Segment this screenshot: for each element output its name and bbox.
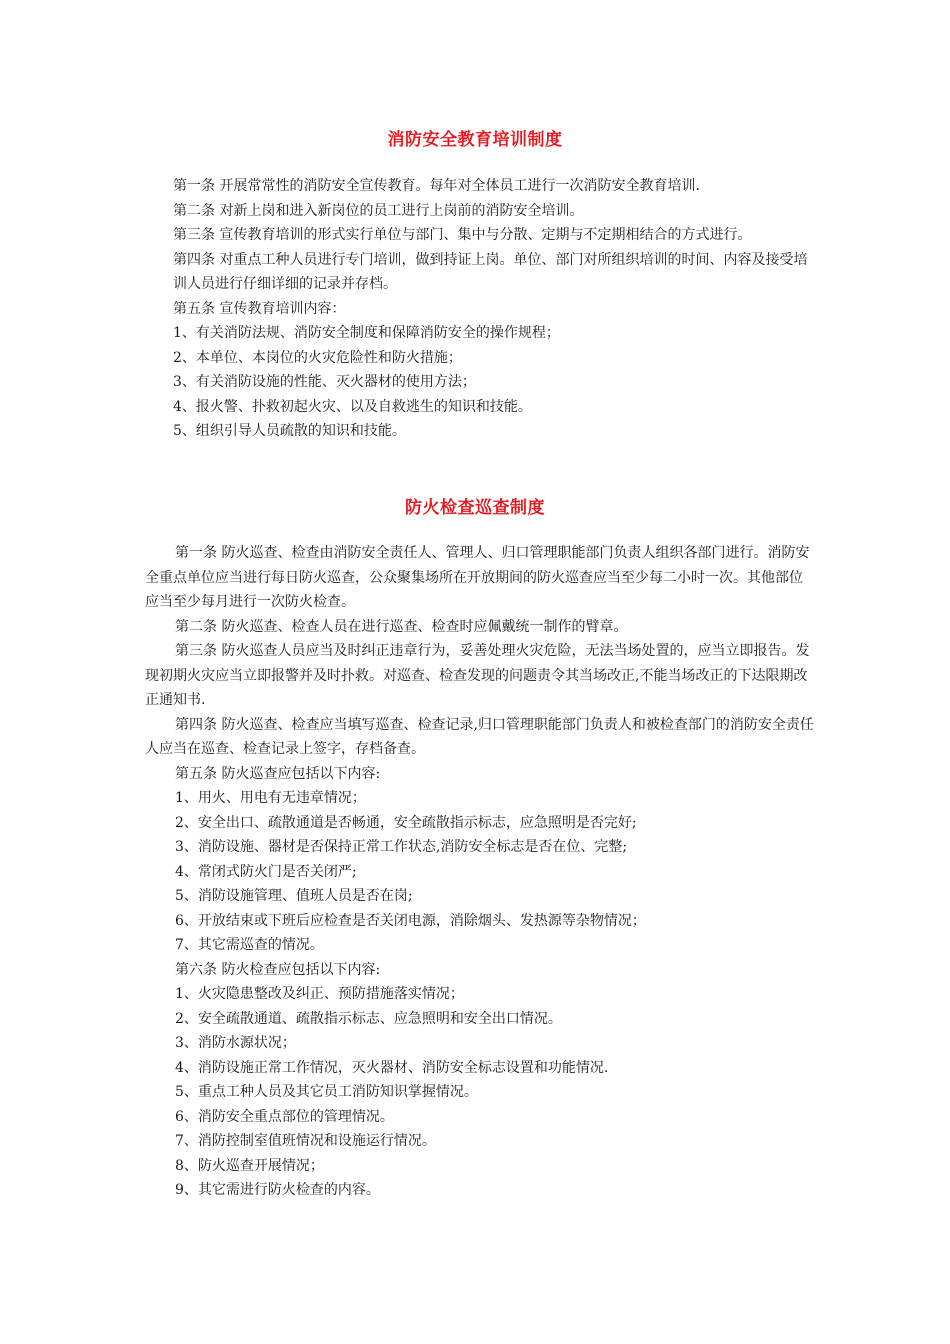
section2-body [145, 541, 815, 1203]
section2-article-2: 第二条 防火巡查、检查人员在进行巡查、检查时应佩戴统一制作的臂章。 [175, 618, 628, 635]
section2-article-1: 第一条 防火巡查、检查由消防安全责任人、管理人、归口管理职能部门负责人组织各部门进行。消防安全重点单位应当进行每日防火巡查，公众聚集场所在开放期间的防火巡查应当至少每二小时一次。其他部位应当至少每月进行一次防火检查。 [145, 545, 810, 610]
section2-article-5: 第五条 防火巡查应包括以下内容: [175, 765, 381, 782]
section2-inspect-item-6: 6、消防安全重点部位的管理情况。 [175, 1108, 394, 1125]
section1-article-4: 第四条 对重点工种人员进行专门培训，做到持证上岗。单位、部门对所组织培训的时间、内容及接受培训人员进行仔细详细的记录并存档。 [173, 251, 808, 292]
section2-inspect-item-9: 9、其它需进行防火检查的内容。 [175, 1182, 380, 1198]
section2-title: 防火检查巡查制度 [405, 498, 545, 518]
section1-body [173, 174, 813, 444]
section2-patrol-item-7: 7、其它需巡查的情况。 [175, 937, 324, 953]
section2-article-4: 第四条 防火巡查、检查应当填写巡查、检查记录,归口管理职能部门负责人和被检查部门的消防安全责任人应当在巡查、检查记录上签字，存档备查。 [145, 716, 814, 757]
section2-inspect-item-7: 7、消防控制室值班情况和设施运行情况。 [175, 1133, 436, 1149]
section1-article-2: 第二条 对新上岗和进入新岗位的员工进行上岗前的消防安全培训。 [173, 202, 584, 219]
section1-list-item-3: 3、有关消防设施的性能、灭火器材的使用方法； [173, 374, 476, 390]
section1-list-item-5: 5、组织引导人员疏散的知识和技能。 [173, 423, 406, 439]
section2-patrol-item-1: 1、用火、用电有无违章情况； [175, 790, 366, 806]
section2-patrol-item-2: 2、安全出口、疏散通道是否畅通，安全疏散指示标志，应急照明是否完好; [175, 814, 637, 831]
section2-patrol-item-4: 4、常闭式防火门是否关闭严; [175, 863, 357, 880]
section2-patrol-item-6: 6、开放结束或下班后应检查是否关闭电源，消除烟头、发热源等杂物情况； [175, 912, 646, 929]
section1-list-item-2: 2、本单位、本岗位的火灾危险性和防火措施； [173, 349, 462, 366]
section1-article-3: 第三条 宣传教育培训的形式实行单位与部门、集中与分散、定期与不定期相结合的方式进行。 [173, 227, 752, 243]
section2-inspect-item-1: 1、火灾隐患整改及纠正、预防措施落实情况； [175, 986, 464, 1002]
section2-article-3: 第三条 防火巡查人员应当及时纠正违章行为，妥善处理火灾危险，无法当场处置的，应当立即报告。发现初期火灾应当立即报警并及时扑救。对巡查、检查发现的问题责令其当场改正,不能当场改正的下达限期改正通知书. [145, 643, 810, 708]
section1-article-5: 第五条 宣传教育培训内容： [173, 300, 346, 317]
section2-inspect-item-5: 5、重点工种人员及其它员工消防知识掌握情况。 [175, 1084, 478, 1100]
section1-article-1: 第一条 开展常常性的消防安全宣传教育。每年对全体员工进行一次消防安全教育培训. [173, 178, 700, 194]
section1-list-item-1: 1、有关消防法规、消防安全制度和保障消防安全的操作规程； [173, 325, 560, 341]
section2-inspect-item-4: 4、消防设施正常工作情况，灭火器材、消防安全标志设置和功能情况. [175, 1059, 609, 1076]
section1-title: 消防安全教育培训制度 [387, 130, 563, 150]
section2-inspect-item-8: 8、防火巡查开展情况； [175, 1157, 324, 1174]
section2-inspect-item-2: 2、安全疏散通道、疏散指示标志、应急照明和安全出口情况。 [175, 1010, 562, 1027]
section2-patrol-item-3: 3、消防设施、器材是否保持正常工作状态,消防安全标志是否在位、完整; [175, 839, 628, 855]
section1-list-item-4: 4、报火警、扑救初起火灾、以及自救逃生的知识和技能。 [173, 398, 532, 415]
section2-inspect-item-3: 3、消防水源状况； [175, 1035, 296, 1051]
section2-patrol-item-5: 5、消防设施管理、值班人员是否在岗; [175, 888, 413, 904]
section2-article-6: 第六条 防火检查应包括以下内容: [175, 961, 381, 978]
